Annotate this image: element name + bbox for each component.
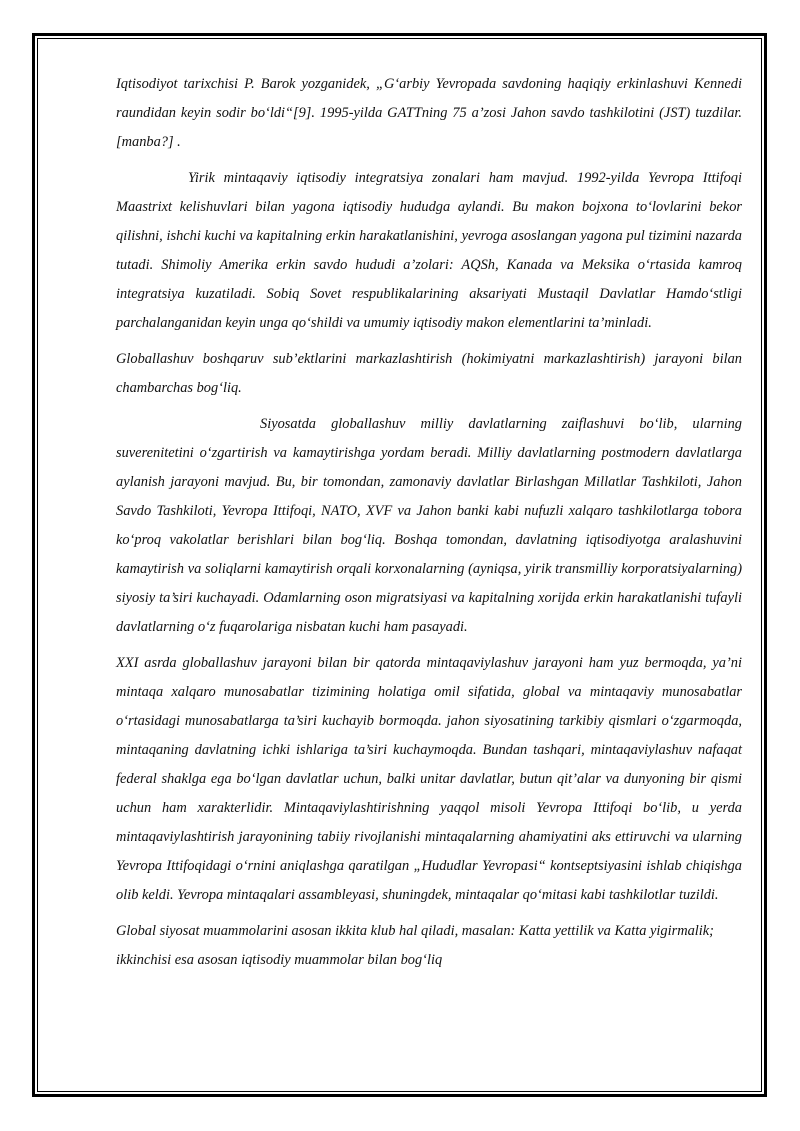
paragraph-politics-globalization: Siyosatda globallashuv milliy davlatlarning zaiflashuvi bo‘lib, ularning suverenitetini o‘zgartirish va kamaytirishga yordam beradi. Milliy davlatlarning postmodern davlatlarga aylanish jarayoni mavjud. Bu, bir tomondan, zamonaviy davlatlar Birlashgan Millatlar Tashkiloti, Jahon Savdo Tashkiloti, Yevropa Ittifoqi, NATO, XVF va Jahon banki kabi nufuzli xalqaro tashkilotlarga tobora ko‘proq vakolatlar berishlari bilan bog‘liq. Boshqa tomondan, davlatning iqtisodiyotga aralashuvini kamaytirish va soliqlarni kamaytirish orqali korxonalarning (ayniqsa, yirik transmilliy korporatsiyalarning) siyosiy ta’siri kuchayadi. Odamlarning oson migratsiyasi va kapitalning xorijda erkin harakatlanishi tufayli davlatlarning o‘z fuqarolariga nisbatan kuchi ham pasayadi. <box>116 416 742 635</box>
document-body <box>116 70 742 982</box>
paragraph-trade-history: Iqtisodiyot tarixchisi P. Barok yozganidek, „G‘arbiy Yevropada savdoning haqiqiy erkinlashuvi Kennedi raundidan keyin sodir bo‘ldi“[9]. 1995-yilda GATTning 75 a’zosi Jahon savdo tashkilotini (JST) tuzdilar.[manba?] . <box>116 76 742 150</box>
paragraph-centralization: Globallashuv boshqaruv sub’ektlarini markazlashtirish (hokimiyatni markazlashtirish) jarayoni bilan chambarchas bog‘liq. <box>116 351 742 396</box>
paragraph-global-clubs: Global siyosat muammolarini asosan ikkita klub hal qiladi, masalan: Katta yettilik va Katta yigirmalik; ikkinchisi esa asosan iqtisodiy muammolar bilan bog‘liq <box>116 923 714 968</box>
paragraph-regional-integration: Yirik mintaqaviy iqtisodiy integratsiya zonalari ham mavjud. 1992-yilda Yevropa Ittifoqi Maastrixt kelishuvlari bilan yagona iqtisodiy hududga aylandi. Bu makon bojxona to‘lovlarini bekor qilishni, ishchi kuchi va kapitalning erkin harakatlanishini, yevroga asoslangan yagona pul tizimini nazarda tutadi. Shimoliy Amerika erkin savdo hududi a’zolari: AQSh, Kanada va Meksika o‘rtasida kamroq integratsiya kuzatiladi. Sobiq Sovet respublikalarining aksariyati Mustaqil Davlatlar Hamdo‘stligi parchalanganidan keyin unga qo‘shildi va umumiy iqtisodiy makon elementlarini ta’minladi. <box>116 170 742 331</box>
paragraph-regionalization: XXI asrda globallashuv jarayoni bilan bir qatorda mintaqaviylashuv jarayoni ham yuz bermoqda, ya’ni mintaqa xalqaro munosabatlar tizimining holatiga omil sifatida, global va mintaqaviy munosabatlar o‘rtasidagi munosabatlarga ta’siri kuchayib bormoqda. jahon siyosatining tarkibiy qismlari o‘zgarmoqda, mintaqaning davlatning ichki ishlariga ta’siri kuchaymoqda. Bundan tashqari, mintaqaviylashuv nafaqat federal shaklga ega bo‘lgan davlatlar uchun, balki unitar davlatlar, butun qit’alar va dunyoning bir qismi uchun ham xarakterlidir. Mintaqaviylashtirishning yaqqol misoli Yevropa Ittifoqi bo‘lib, u yerda mintaqaviylashtirish jarayonining tabiiy rivojlanishi mintaqalarning ahamiyatini aks ettiruvchi va ularning Yevropa Ittifoqidagi o‘rnini aniqlashga qaratilgan „Hududlar Yevropasi“ kontseptsiyasini ishlab chiqishga olib keldi. Yevropa mintaqalari assambleyasi, shuningdek, mintaqalar qo‘mitasi kabi tashkilotlar tuzildi. <box>116 655 742 903</box>
